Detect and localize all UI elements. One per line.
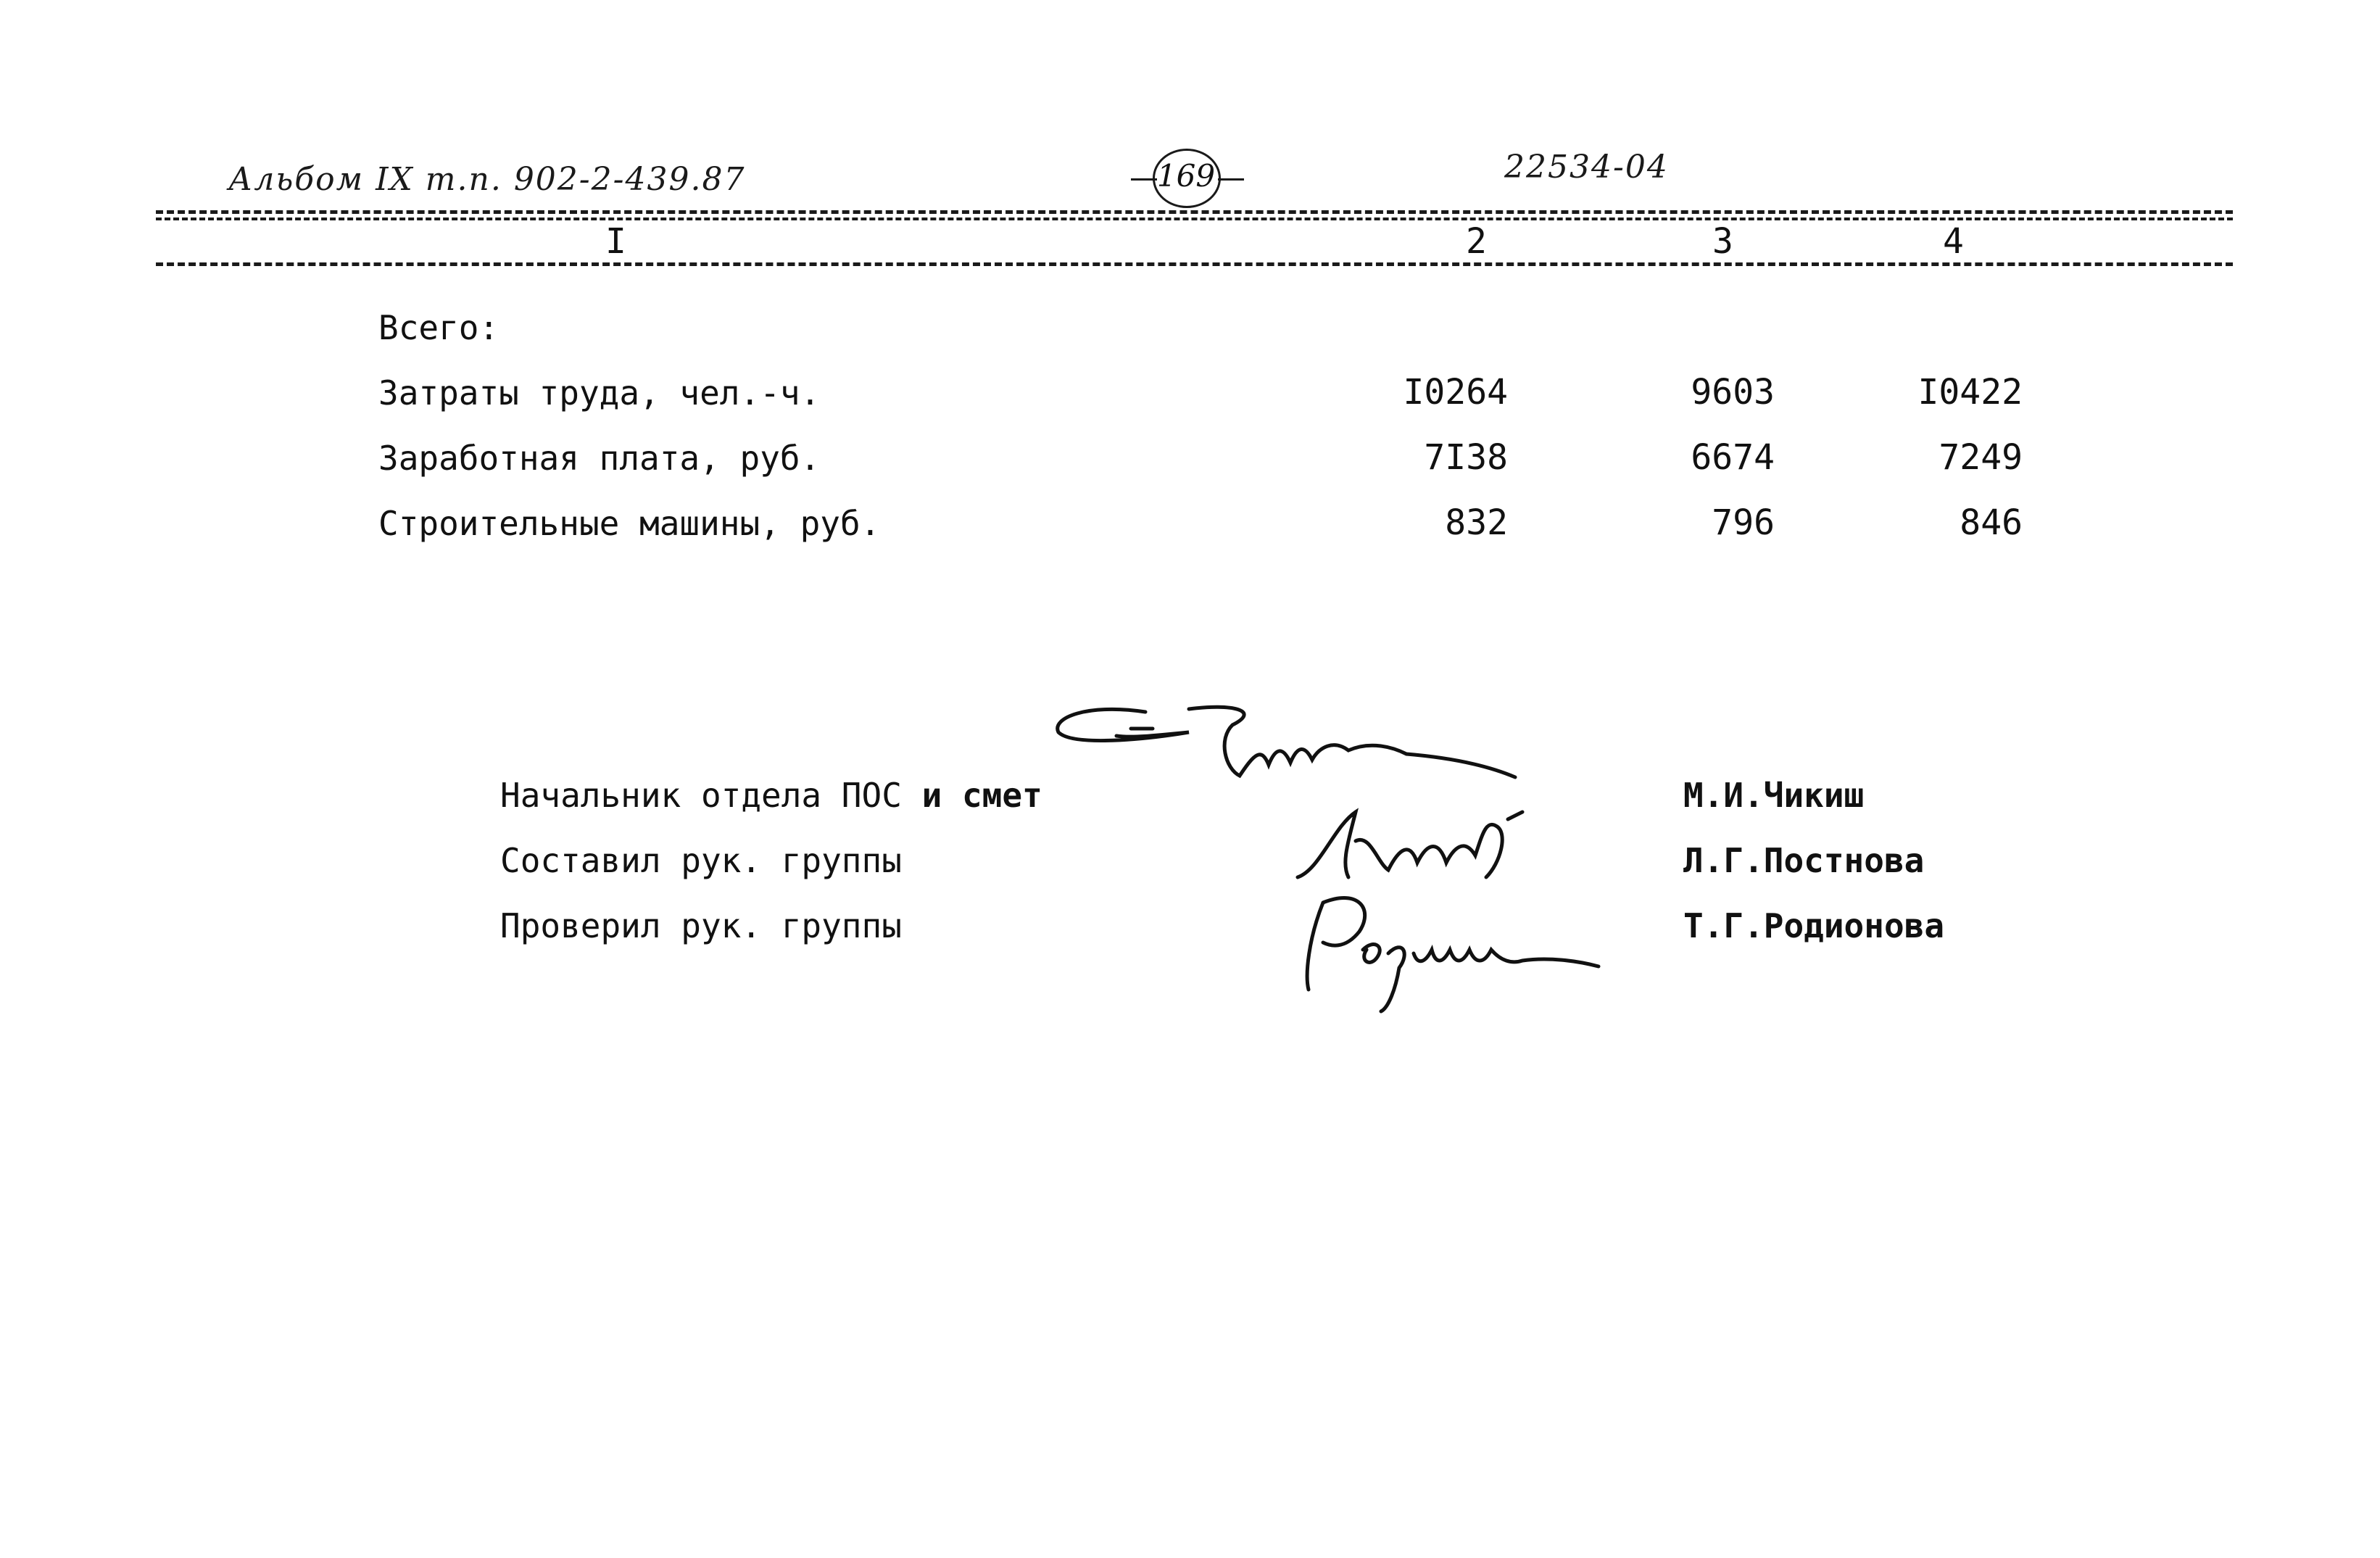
row-labor-value-col4: I0422: [1917, 372, 2023, 413]
signature-position-head: [500, 776, 1042, 815]
row-label-machines: Строительные машины, руб.: [378, 504, 881, 543]
table-header-bottom-rule: [156, 262, 2233, 266]
row-wages-value-col2: 7I38: [1424, 437, 1508, 478]
signature-position-compiled: Составил рук. группы: [500, 841, 902, 880]
signature-name-head: М.И.Чикиш: [1683, 776, 1865, 815]
table-top-rule: [156, 210, 2233, 214]
handwritten-signature-compiled: [1290, 797, 1551, 895]
album-reference: Альбом IX т.п. 902-2-439.87: [228, 161, 746, 198]
row-machines-value-col4: 846: [1960, 502, 2023, 543]
position-head-suffix: и смет: [921, 776, 1042, 815]
column-header-1: I: [605, 221, 626, 262]
table-top-rule-2: [156, 217, 2233, 220]
row-machines-value-col2: 832: [1445, 502, 1508, 543]
handwritten-signature-checked: [1294, 881, 1613, 1022]
document-code: 22534-04: [1504, 149, 1669, 186]
row-label-labor: Затраты труда, чел.-ч.: [378, 373, 821, 413]
position-head-prefix: Начальник отдела ПОС: [500, 776, 922, 815]
row-labor-value-col2: I0264: [1403, 372, 1508, 413]
row-machines-value-col3: 796: [1712, 502, 1775, 543]
row-labor-value-col3: 9603: [1691, 372, 1775, 413]
column-header-2: 2: [1466, 221, 1487, 262]
page-number: 169: [1156, 158, 1216, 194]
handwritten-signature-head: [1044, 696, 1537, 800]
group-label: Всего:: [378, 308, 499, 347]
row-wages-value-col4: 7249: [1939, 437, 2023, 478]
column-header-4: 4: [1943, 221, 1964, 262]
signature-name-compiled: Л.Г.Постнова: [1683, 841, 1925, 880]
signature-position-checked: Проверил рук. группы: [500, 906, 902, 945]
row-label-wages: Заработная плата, руб.: [378, 439, 821, 478]
page-number-dash-right: [1218, 178, 1244, 181]
row-wages-value-col3: 6674: [1691, 437, 1775, 478]
signature-name-checked: Т.Г.Родионова: [1683, 906, 1945, 945]
column-header-3: 3: [1712, 221, 1733, 262]
